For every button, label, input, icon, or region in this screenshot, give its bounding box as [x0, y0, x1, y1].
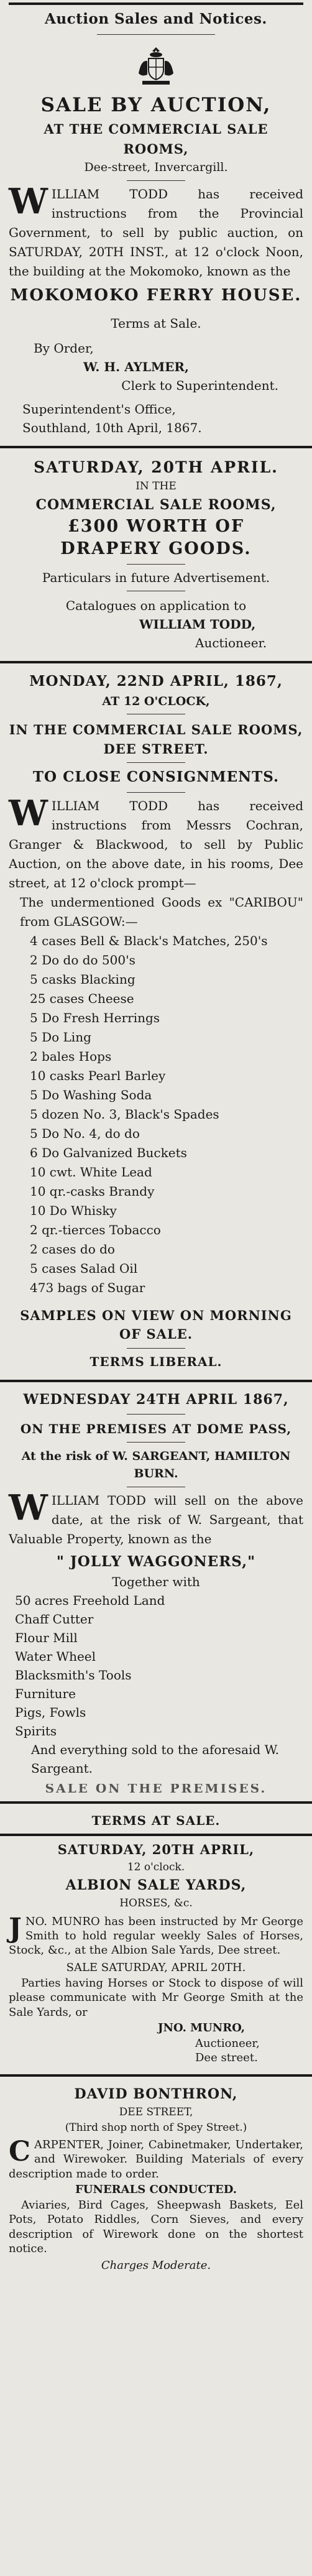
ad-sale-day: SALE SATURDAY, APRIL 20TH. [66, 1960, 246, 1974]
ad-consignments [0, 667, 312, 1375]
ad-street: DEE STREET, [119, 2105, 193, 2118]
goods-item: 5 casks Blacking [30, 971, 135, 987]
property-item: Furniture [15, 1686, 76, 1702]
goods-item: 2 bales Hops [30, 1048, 112, 1064]
ad-goods-intro: The undermentioned Goods ex "CARIBOU" from GLASGOW:— [20, 894, 303, 929]
ad-location: (Third shop north of Spey Street.) [65, 2121, 247, 2135]
goods-item: 2 qr.-tierces Tobacco [30, 1222, 161, 1237]
ad-terms: TERMS AT SALE. [91, 1813, 221, 1829]
ad-particulars: Particulars in future Advertisement. [42, 570, 270, 586]
ad-body-text: NO. MUNRO has been instructed by Mr George Smith to hold regular weekly Sales of Horses, Stock, &c., at the Albion Sale Yards, Dee street. [9, 1914, 303, 1957]
divider [127, 180, 186, 181]
divider [127, 564, 186, 565]
ad-samples: SAMPLES ON VIEW ON MORNING OF SALE. [20, 1307, 292, 1342]
ad-body-text: ILLIAM TODD has received instructions from the Provincial Government, to sell by public auction, on SATURDAY, 20TH INST., at 12 o'clock Noon, the building at the Mokomoko, known as the [9, 186, 303, 279]
ad-name: DAVID BONTHRON, [74, 2085, 238, 2102]
divider [127, 1348, 186, 1349]
section-title: Auction Sales and Notices. [45, 11, 267, 27]
divider [127, 762, 186, 763]
ad-date: Southland, 10th April, 1867. [22, 420, 202, 435]
goods-item: 10 cwt. White Lead [30, 1164, 152, 1180]
goods-item: 4 cases Bell & Black's Matches, 250's [30, 933, 268, 948]
ad-by-order: By Order, [34, 340, 94, 356]
royal-coat-of-arms-icon [136, 46, 176, 87]
ad-drapery [0, 452, 312, 658]
drop-cap: W [9, 180, 48, 222]
goods-item: 2 Do do do 500's [30, 952, 135, 967]
goods-item: 2 cases do do [30, 1241, 115, 1257]
ad-date: SATURDAY, 20TH APRIL. [34, 458, 278, 476]
ad-separator [0, 2074, 312, 2077]
ad-auctioneer-title: Auctioneer. [195, 635, 267, 651]
ad-date: SATURDAY, 20TH APRIL, [57, 1842, 255, 1858]
divider [127, 792, 186, 793]
ad-jolly-waggoners [0, 1386, 312, 1798]
ad-signer-title: Clerk to Superintendent. [121, 377, 278, 393]
ad-list: Aviaries, Bird Cages, Sheepwash Baskets, Eel Pots, Potato Riddles, Corn Sieves, and every description of Wirework done on the shortest notice. [9, 2198, 303, 2256]
ad-body [9, 1914, 303, 1958]
ad-funerals: FUNERALS CONDUCTED. [75, 2182, 237, 2196]
ad-albion-yards [0, 1807, 312, 2070]
ad-body-text: ARPENTER, Joiner, Cabinetmaker, Undertaker, and Wirewoker. Building Materials of every description made to order. [9, 2138, 303, 2181]
ad-bonthron [0, 2080, 312, 2279]
ad-body [9, 792, 303, 893]
ad-terms: TERMS LIBERAL. [89, 1354, 223, 1369]
goods-item: 10 qr.-casks Brandy [30, 1183, 155, 1199]
ad-separator [0, 1801, 312, 1804]
ad-body [9, 2135, 303, 2181]
ad-body-text: ILLIAM TODD will sell on the above date, at the risk of W. Sargeant, that Valuable Property, known as the [9, 1492, 303, 1546]
drop-cap: C [9, 2135, 31, 2167]
ad-in-the: IN THE [135, 480, 177, 492]
ad-parties: Parties having Horses or Stock to dispose of will please communicate with Mr George Smith at the Sale Yards, or [9, 1976, 303, 2019]
ad-time: AT 12 O'CLOCK, [102, 694, 210, 708]
goods-item: 5 Do Ling [30, 1029, 91, 1045]
ad-terms: Terms at Sale. [111, 315, 201, 331]
goods-item: 6 Do Galvanized Buckets [30, 1145, 187, 1160]
ad-title: SALE BY AUCTION, [40, 93, 272, 116]
property-items [9, 1591, 303, 1778]
ad-separator [0, 1380, 312, 1382]
ad-cut-line: SALE ON THE PREMISES. [45, 1784, 267, 1793]
ad-together: Together with [112, 1574, 200, 1590]
ad-charges: Charges Moderate. [101, 2259, 211, 2273]
property-item: And everything sold to the aforesaid W. Sargeant. [31, 1742, 280, 1776]
top-rule [9, 2, 303, 5]
ad-body [9, 1487, 303, 1549]
goods-item: 5 cases Salad Oil [30, 1260, 138, 1276]
ad-property: MOKOMOKO FERRY HOUSE. [10, 285, 302, 305]
ad-date: WEDNESDAY 24TH APRIL 1867, [23, 1391, 289, 1408]
divider [127, 1442, 186, 1443]
goods-item: 5 Do Fresh Herrings [30, 1010, 160, 1025]
ad-sub: HORSES, &c. [119, 1897, 193, 1910]
ad-separator [0, 446, 312, 448]
divider [97, 34, 215, 35]
property-item: 50 acres Freehold Land [15, 1593, 165, 1609]
ad-headline: £300 WORTH OF DRAPERY GOODS. [60, 516, 252, 558]
ad-venue: ALBION SALE YARDS, [65, 1877, 247, 1894]
drop-cap: W [9, 1487, 48, 1528]
ad-ferry-house [0, 40, 312, 442]
ad-separator [0, 661, 312, 663]
property-item: Spirits [15, 1724, 57, 1739]
property-item: Chaff Cutter [15, 1612, 94, 1627]
drop-cap: J [9, 1912, 22, 1944]
ad-body-text: ILLIAM TODD has received instructions from Messrs Cochran, Granger & Blackwood, to sell by Public Auction, on the above date, in his rooms, Dee street, at 12 o'clock prompt— [9, 798, 303, 890]
goods-list [9, 931, 303, 1298]
ad-signer: W. H. AYLMER, [83, 359, 189, 374]
ad-signer: JNO. MUNRO, [158, 2021, 245, 2034]
goods-item: 473 bags of Sugar [30, 1280, 145, 1295]
goods-item: 25 cases Cheese [30, 990, 134, 1006]
ad-catalogues: Catalogues on application to [65, 598, 247, 614]
ad-risk: At the risk of W. SARGEANT, HAMILTON BURN. [21, 1449, 291, 1481]
ad-street: Dee-street, Invercargill. [84, 160, 228, 174]
divider [127, 1414, 186, 1415]
ad-venue: AT THE COMMERCIAL SALE ROOMS, [44, 121, 268, 157]
ad-date: MONDAY, 22ND APRIL, 1867, [29, 673, 283, 690]
column-header [0, 0, 312, 40]
ad-signer-title: Auctioneer, [195, 2036, 260, 2050]
ad-location: ON THE PREMISES AT DOME PASS, [20, 1421, 292, 1436]
drop-cap: W [9, 792, 48, 834]
ad-headline: TO CLOSE CONSIGNMENTS. [32, 769, 280, 786]
ad-venue: COMMERCIAL SALE ROOMS, [35, 496, 277, 513]
goods-item: 5 dozen No. 3, Black's Spades [30, 1106, 219, 1122]
ad-venue: IN THE COMMERCIAL SALE ROOMS, DEE STREET. [9, 722, 303, 757]
ad-separator [0, 1834, 312, 1836]
goods-item: 5 Do Washing Soda [30, 1087, 152, 1102]
ad-property: " JOLLY WAGGONERS," [56, 1553, 256, 1570]
property-item: Blacksmith's Tools [15, 1668, 132, 1683]
property-item: Pigs, Fowls [15, 1705, 86, 1720]
property-item: Flour Mill [15, 1630, 78, 1646]
ad-time: 12 o'clock. [127, 1860, 185, 1873]
goods-item: 10 Do Whisky [30, 1203, 117, 1218]
ad-office: Superintendent's Office, [22, 401, 176, 417]
property-item: Water Wheel [15, 1649, 96, 1664]
ad-body [9, 180, 303, 281]
ad-signer-street: Dee street. [195, 2051, 258, 2065]
goods-item: 10 casks Pearl Barley [30, 1068, 166, 1083]
goods-item: 5 Do No. 4, do do [30, 1125, 140, 1141]
ad-auctioneer-name: WILLIAM TODD, [139, 617, 256, 632]
